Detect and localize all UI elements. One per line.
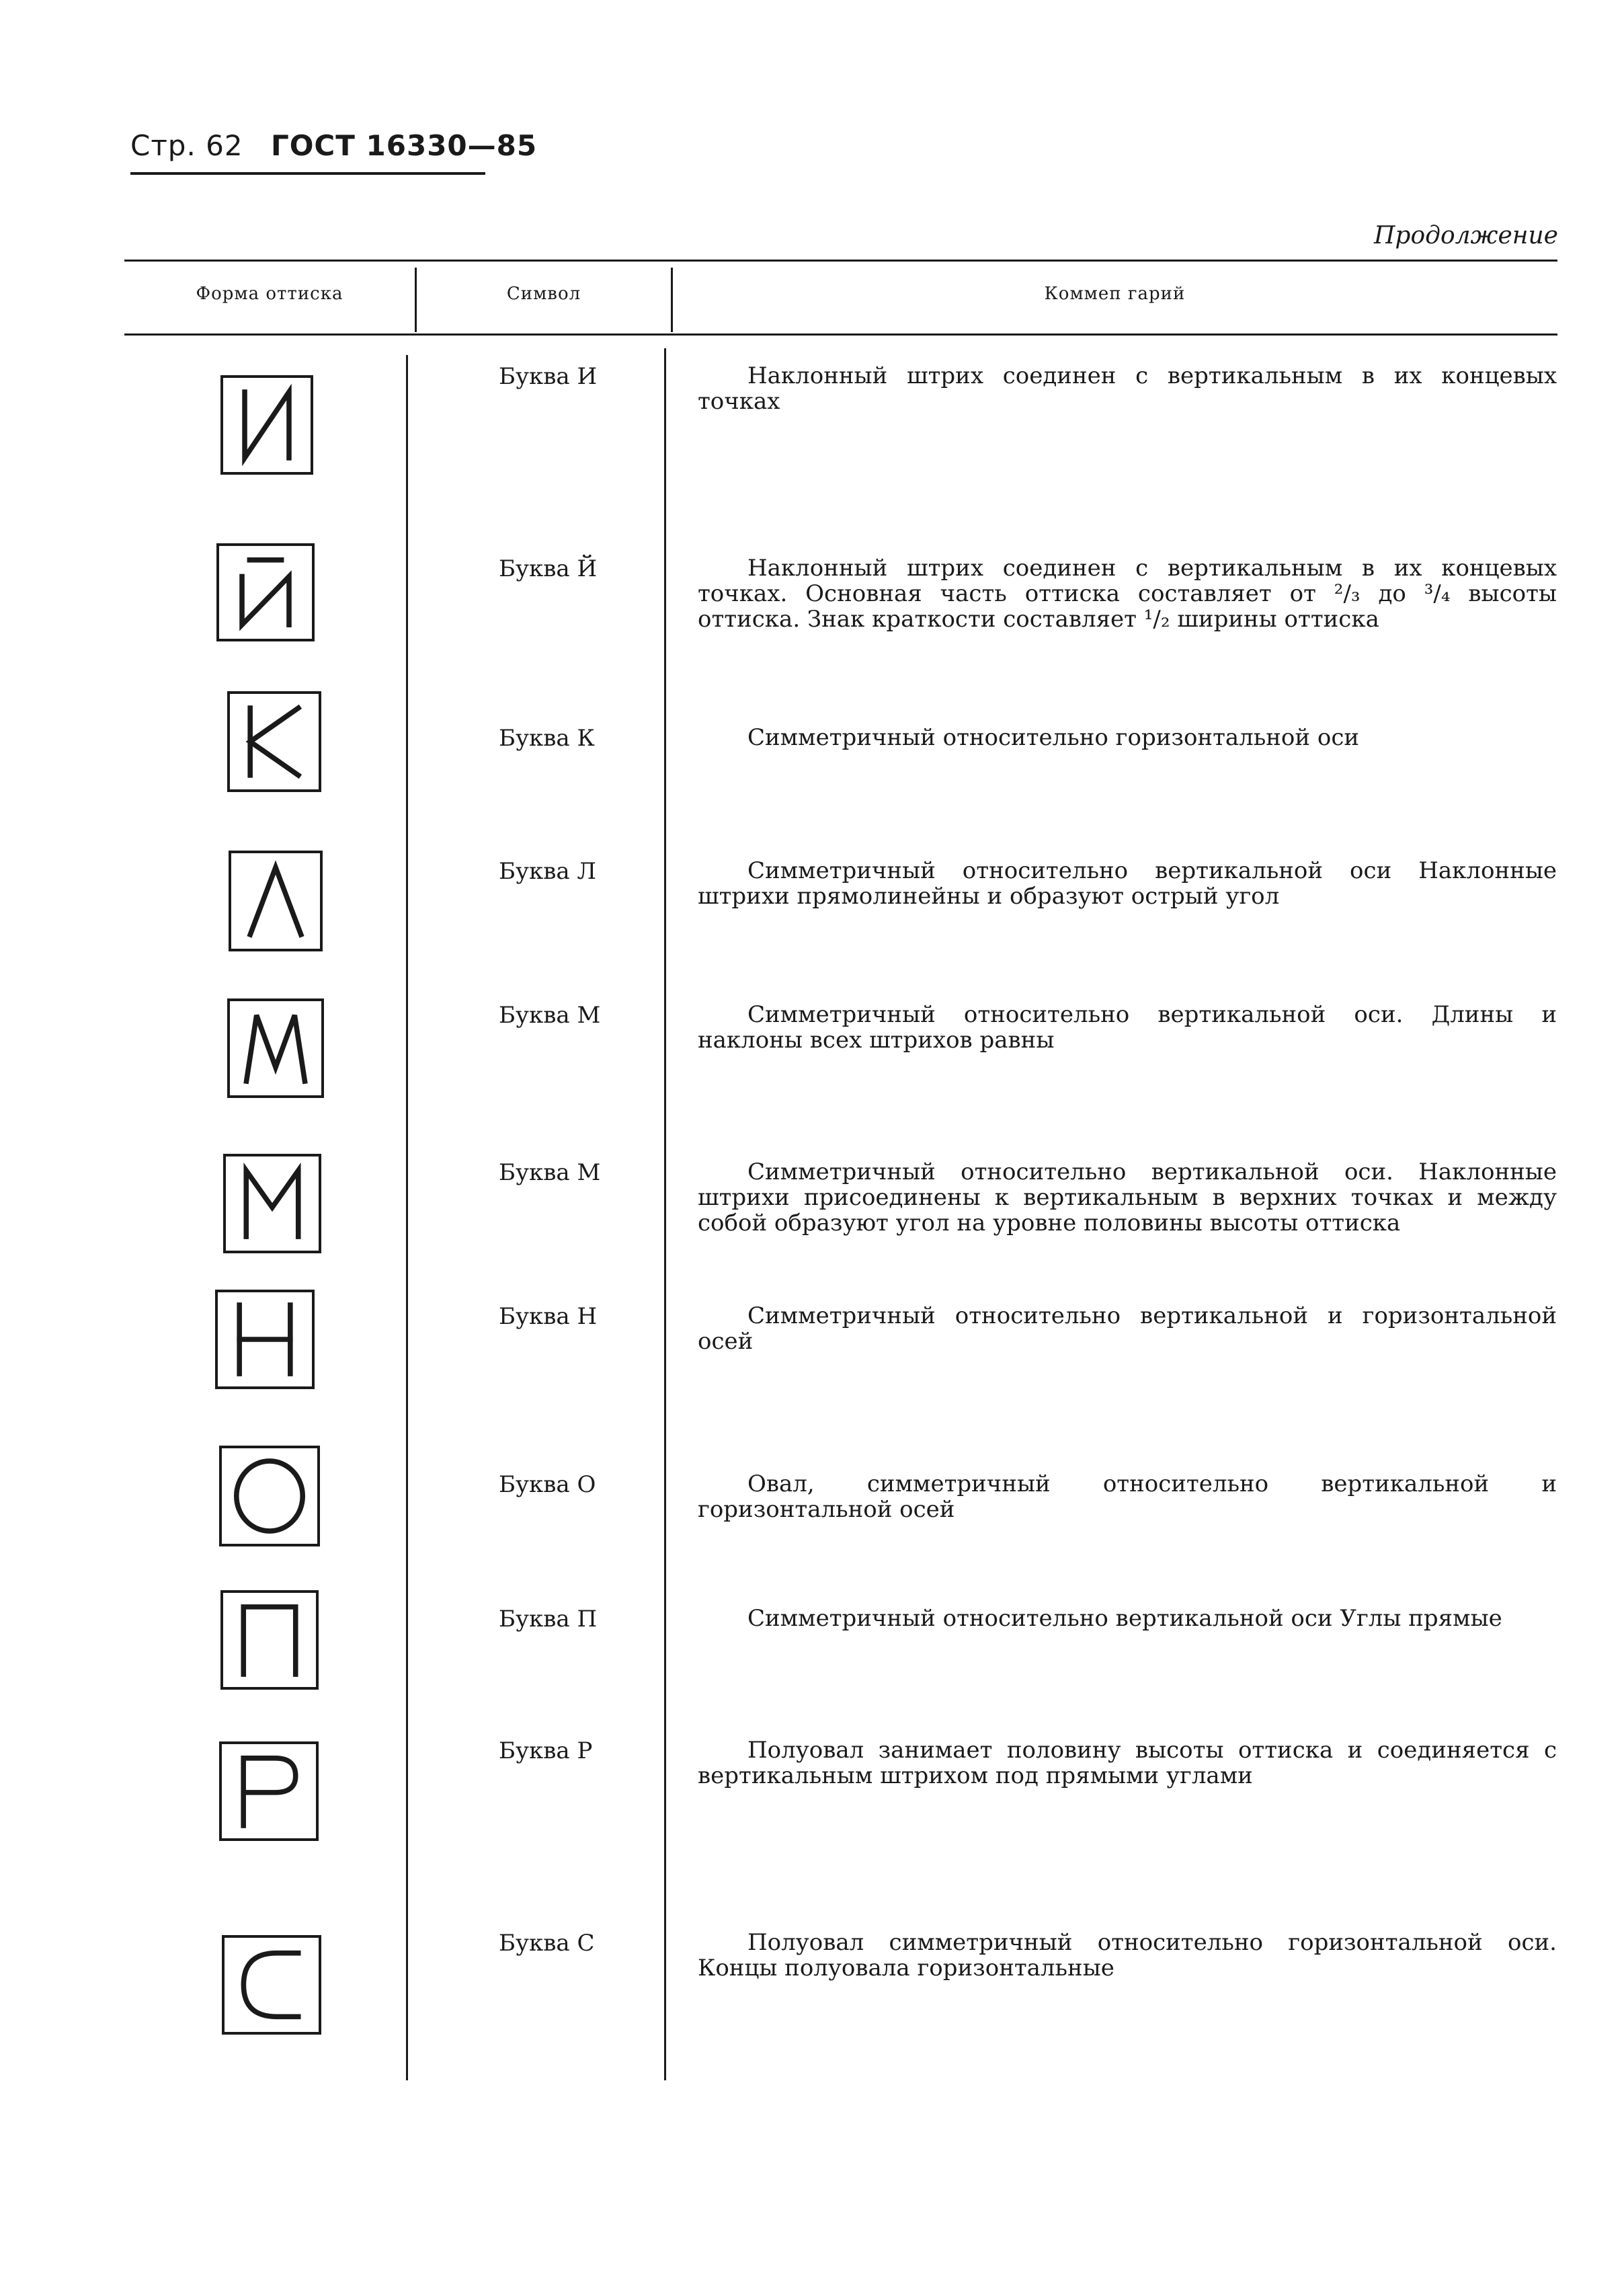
comment-text: Полуовал симметричный относительно горизонтальной оси. Концы полуовала горизонтальные	[698, 1929, 1557, 1981]
comment-text: Симметричный относительно вертикальной оси. Длины и наклоны всех штрихов равны	[698, 1001, 1557, 1054]
glyph-figure-m-variant-2	[223, 1154, 321, 1253]
comment-text: Овал, симметричный относительно вертикальной и горизонтальной осей	[698, 1470, 1557, 1523]
symbol-label: Буква К	[499, 725, 595, 752]
glyph-figure-o	[219, 1446, 320, 1546]
symbol-label: Буква Н	[499, 1303, 598, 1330]
column-header-symbol: Символ	[506, 284, 581, 304]
running-head-rule	[130, 172, 485, 175]
column-header-comment: Коммеп гарий	[1044, 284, 1186, 304]
symbol-label: Буква М	[499, 1159, 601, 1186]
continuation-label: Продолжение	[1374, 222, 1558, 249]
glyph-figure-i	[220, 375, 313, 475]
glyph-figure-r	[219, 1741, 319, 1841]
symbol-label: Буква О	[499, 1471, 596, 1498]
column-divider	[406, 355, 408, 2080]
column-divider	[664, 348, 666, 2080]
glyph-figure-short-i	[216, 543, 315, 641]
glyph-figure-k	[227, 691, 321, 792]
comment-text: Наклонный штрих соединен с вертикальным в их концевых точках	[698, 362, 1557, 415]
symbol-label: Буква Л	[499, 858, 596, 885]
glyph-figure-p	[220, 1590, 319, 1690]
comment-text: Симметричный относительно вертикальной оси. Наклонные штрихи присоединены к вертикальным в верхних точках и между собой образуют угол на уровне половины высоты оттиска	[698, 1159, 1557, 1237]
glyph-figure-n	[215, 1290, 315, 1389]
comment-text: Симметричный относительно вертикальной оси Углы прямые	[747, 1605, 1502, 1632]
symbol-label: Буква М	[499, 1002, 601, 1029]
column-header-form: Форма оттиска	[196, 284, 343, 304]
comment-text: Симметричный относительно вертикальной и горизонтальной осей	[698, 1302, 1557, 1355]
comment-text: Симметричный относительно вертикальной оси Наклонные штрихи прямолинейны и образуют острый угол	[698, 857, 1557, 910]
running-head	[130, 129, 537, 162]
comment-text: Симметричный относительно горизонтальной оси	[747, 724, 1360, 751]
glyph-figure-l	[229, 851, 323, 951]
comment-text: Полуовал занимает половину высоты оттиска и соединяется с вертикальным штрихом под прямыми углами	[698, 1737, 1557, 1789]
table-header-rule	[124, 333, 1557, 336]
standard-number: ГОСТ 16330—85	[270, 129, 538, 162]
glyph-figure-s	[222, 1935, 321, 2035]
symbol-label: Буква Й	[499, 555, 598, 582]
symbol-label: Буква С	[499, 1930, 595, 1957]
symbol-label: Буква И	[499, 363, 598, 390]
comment-text: Наклонный штрих соединен с вертикальным в их концевых точках. Основная часть оттиска составляет от ²/₃ до ³/₄ высоты оттиска. Знак краткости составляет ¹/₂ ширины оттиска	[698, 555, 1557, 633]
page-number: Стр. 62	[130, 129, 243, 162]
symbol-label: Буква Р	[499, 1737, 593, 1764]
table-top-rule	[124, 260, 1557, 262]
symbol-label: Буква П	[499, 1606, 598, 1633]
glyph-figure-m-variant-1	[227, 998, 324, 1098]
